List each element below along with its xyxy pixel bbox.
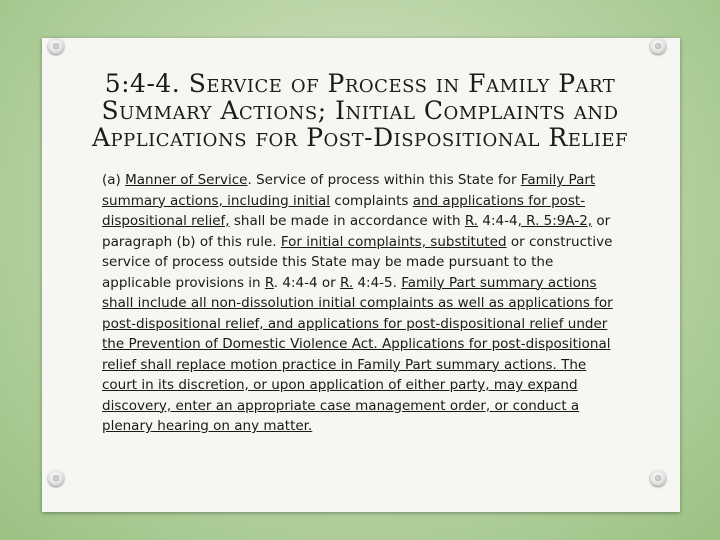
slide-title: 5:4-4. Service of Process in Family Part Summary Actions; Initial Complaints and Applications for Post-Dispositional Relief <box>91 69 629 152</box>
text-segment: . Service of process within this State for <box>247 172 521 188</box>
text-segment: 4:4-5. <box>353 274 402 291</box>
underlined-text: Family Part summary actions, including initial <box>102 172 596 209</box>
underlined-text: R. <box>339 274 354 291</box>
text-segment: or constructive service of process outside this State may be made pursuant to the applicable provisions in <box>102 233 613 291</box>
underlined-text: R <box>264 274 274 291</box>
underlined-text: For initial complaints, substituted <box>280 233 507 250</box>
underlined-text: R. <box>464 213 479 229</box>
pushpin-icon <box>48 470 64 486</box>
underlined-text: and applications for post-dispositional relief, <box>102 192 586 229</box>
underlined-text: Manner of Service <box>125 172 248 188</box>
text-segment: . 4:4-4 or <box>273 274 340 291</box>
text-segment: complaints <box>330 192 413 209</box>
text-segment: or paragraph (b) of this rule. <box>102 213 611 250</box>
pushpin-icon <box>650 470 666 486</box>
pushpin-icon <box>650 38 666 54</box>
underlined-text: , R. 5:9A-2, <box>517 213 593 229</box>
underlined-text: Family Part summary actions shall include all non-dissolution initial complaints as well as applications for post-dispositional relief, and applications for post-dispositional relief under the Prevention of Domestic Violence Act. Applications for post-dispositional relief shall replace motion practice in Family Part summary actions. The court in its discretion, or upon application of either party, may expand discovery, enter an appropriate case management order, or conduct a plenary hearing on any matter. <box>102 274 613 434</box>
text-segment: 4:4-4 <box>478 213 518 229</box>
rule-paragraph <box>102 170 622 437</box>
text-segment: (a) <box>102 172 126 188</box>
text-segment: shall be made in accordance with <box>229 213 465 229</box>
pushpin-icon <box>48 38 64 54</box>
